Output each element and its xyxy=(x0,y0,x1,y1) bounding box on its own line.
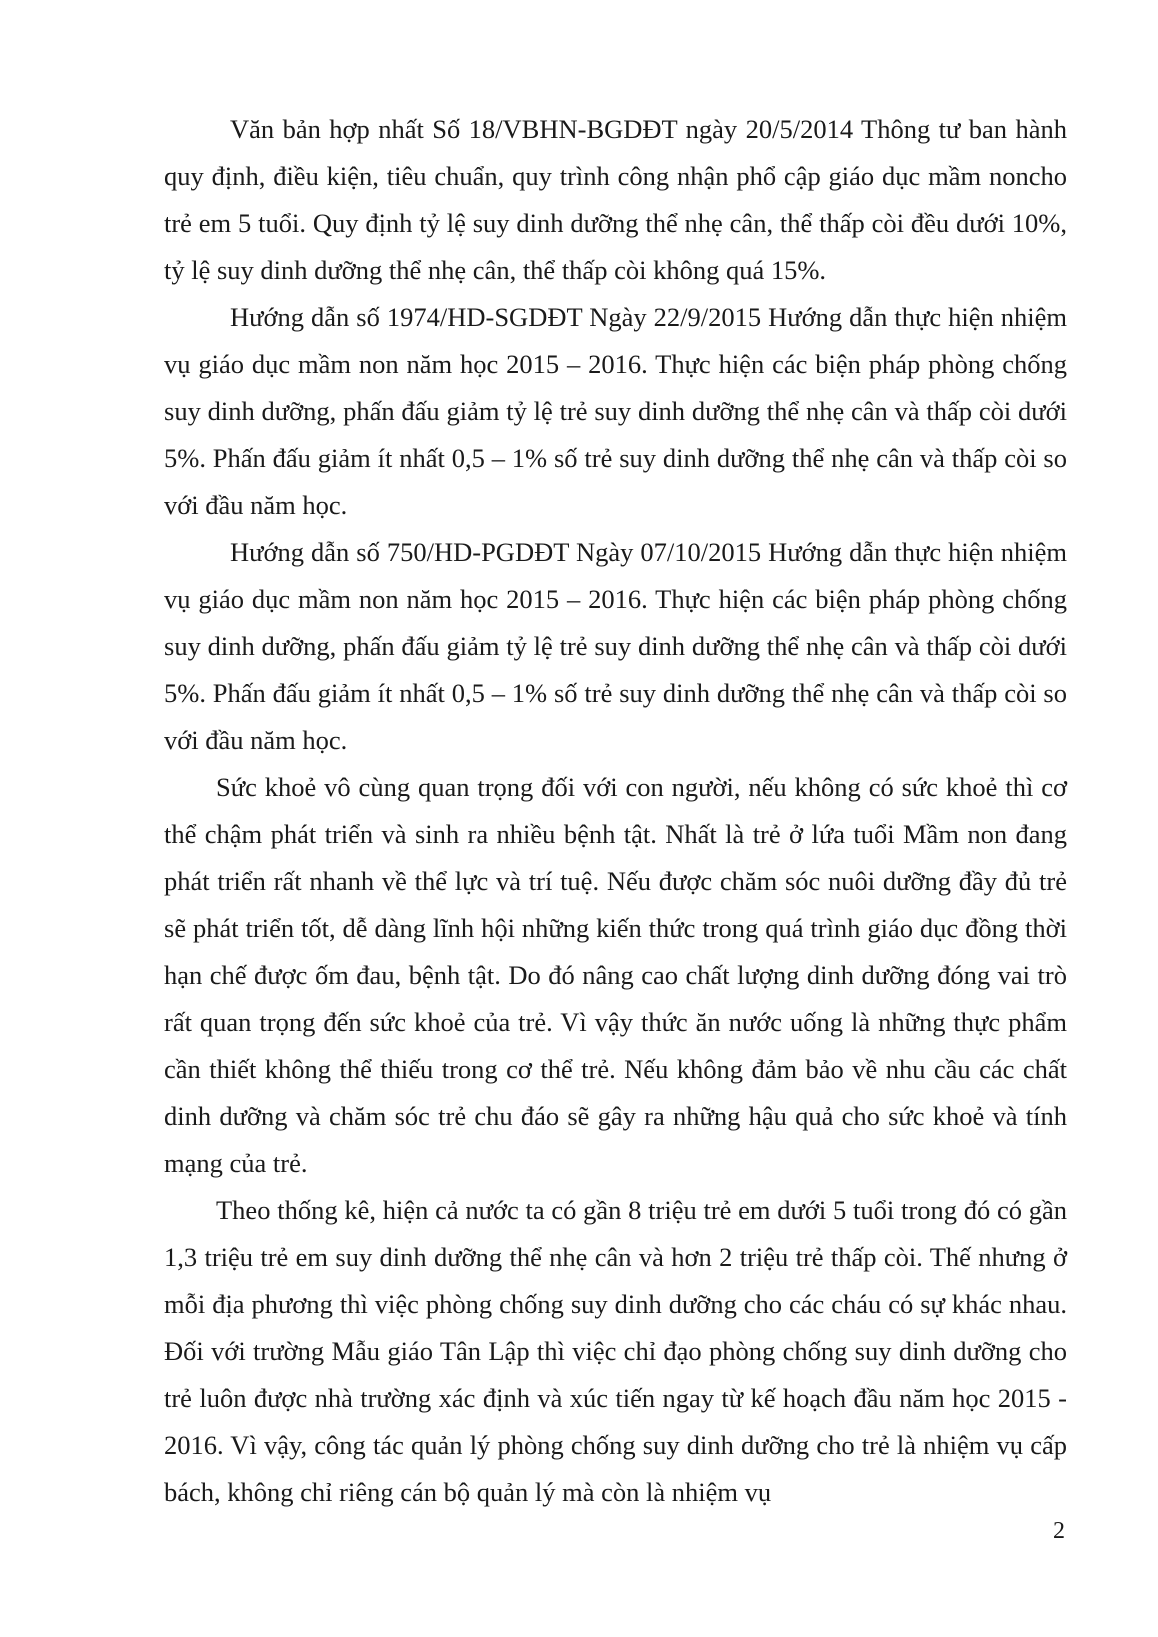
paragraph-consolidated-document: Văn bản hợp nhất Số 18/VBHN-BGDĐT ngày 20/5/2014 Thông tư ban hành quy định, điều kiện, tiêu chuẩn, quy trình công nhận phổ cập giáo dục mầm noncho trẻ em 5 tuổi. Quy định tỷ lệ suy dinh dưỡng thể nhẹ cân, thể thấp còi đều dưới 10%, tỷ lệ suy dinh dưỡng thể nhẹ cân, thể thấp còi không quá 15%. xyxy=(164,114,1067,285)
page-number: 2 xyxy=(1053,1518,1065,1544)
paragraph-guideline-750: Hướng dẫn số 750/HD-PGDĐT Ngày 07/10/2015 Hướng dẫn thực hiện nhiệm vụ giáo dục mầm non năm học 2015 – 2016. Thực hiện các biện pháp phòng chống suy dinh dưỡng, phấn đấu giảm tỷ lệ trẻ suy dinh dưỡng thể nhẹ cân và thấp còi dưới 5%. Phấn đấu giảm ít nhất 0,5 – 1% số trẻ suy dinh dưỡng thể nhẹ cân và thấp còi so với đầu năm học. xyxy=(164,537,1067,755)
paragraph-statistics: Theo thống kê, hiện cả nước ta có gần 8 triệu trẻ em dưới 5 tuổi trong đó có gần 1,3 triệu trẻ em suy dinh dưỡng thể nhẹ cân và hơn 2 triệu trẻ thấp còi. Thế nhưng ở mỗi địa phương thì việc phòng chống suy dinh dưỡng cho các cháu có sự khác nhau. Đối với trường Mẫu giáo Tân Lập thì việc chỉ đạo phòng chống suy dinh dưỡng cho trẻ luôn được nhà trường xác định và xúc tiến ngay từ kế hoạch đầu năm học 2015 - 2016. Vì vậy, công tác quản lý phòng chống suy dinh dưỡng cho trẻ là nhiệm vụ cấp bách, không chỉ riêng cán bộ quản lý mà còn là nhiệm vụ xyxy=(164,1195,1067,1507)
document-body xyxy=(164,106,1067,1516)
paragraph-guideline-1974: Hướng dẫn số 1974/HD-SGDĐT Ngày 22/9/2015 Hướng dẫn thực hiện nhiệm vụ giáo dục mầm non năm học 2015 – 2016. Thực hiện các biện pháp phòng chống suy dinh dưỡng, phấn đấu giảm tỷ lệ trẻ suy dinh dưỡng thể nhẹ cân và thấp còi dưới 5%. Phấn đấu giảm ít nhất 0,5 – 1% số trẻ suy dinh dưỡng thể nhẹ cân và thấp còi so với đầu năm học. xyxy=(164,302,1067,520)
paragraph-health-importance: Sức khoẻ vô cùng quan trọng đối với con người, nếu không có sức khoẻ thì cơ thể chậm phát triển và sinh ra nhiều bệnh tật. Nhất là trẻ ở lứa tuổi Mầm non đang phát triển rất nhanh về thể lực và trí tuệ. Nếu được chăm sóc nuôi dưỡng đầy đủ trẻ sẽ phát triển tốt, dễ dàng lĩnh hội những kiến thức trong quá trình giáo dục đồng thời hạn chế được ốm đau, bệnh tật. Do đó nâng cao chất lượng dinh dưỡng đóng vai trò rất quan trọng đến sức khoẻ của trẻ. Vì vậy thức ăn nước uống là những thực phẩm cần thiết không thể thiếu trong cơ thể trẻ. Nếu không đảm bảo về nhu cầu các chất dinh dưỡng và chăm sóc trẻ chu đáo sẽ gây ra những hậu quả cho sức khoẻ và tính mạng của trẻ. xyxy=(164,772,1067,1178)
